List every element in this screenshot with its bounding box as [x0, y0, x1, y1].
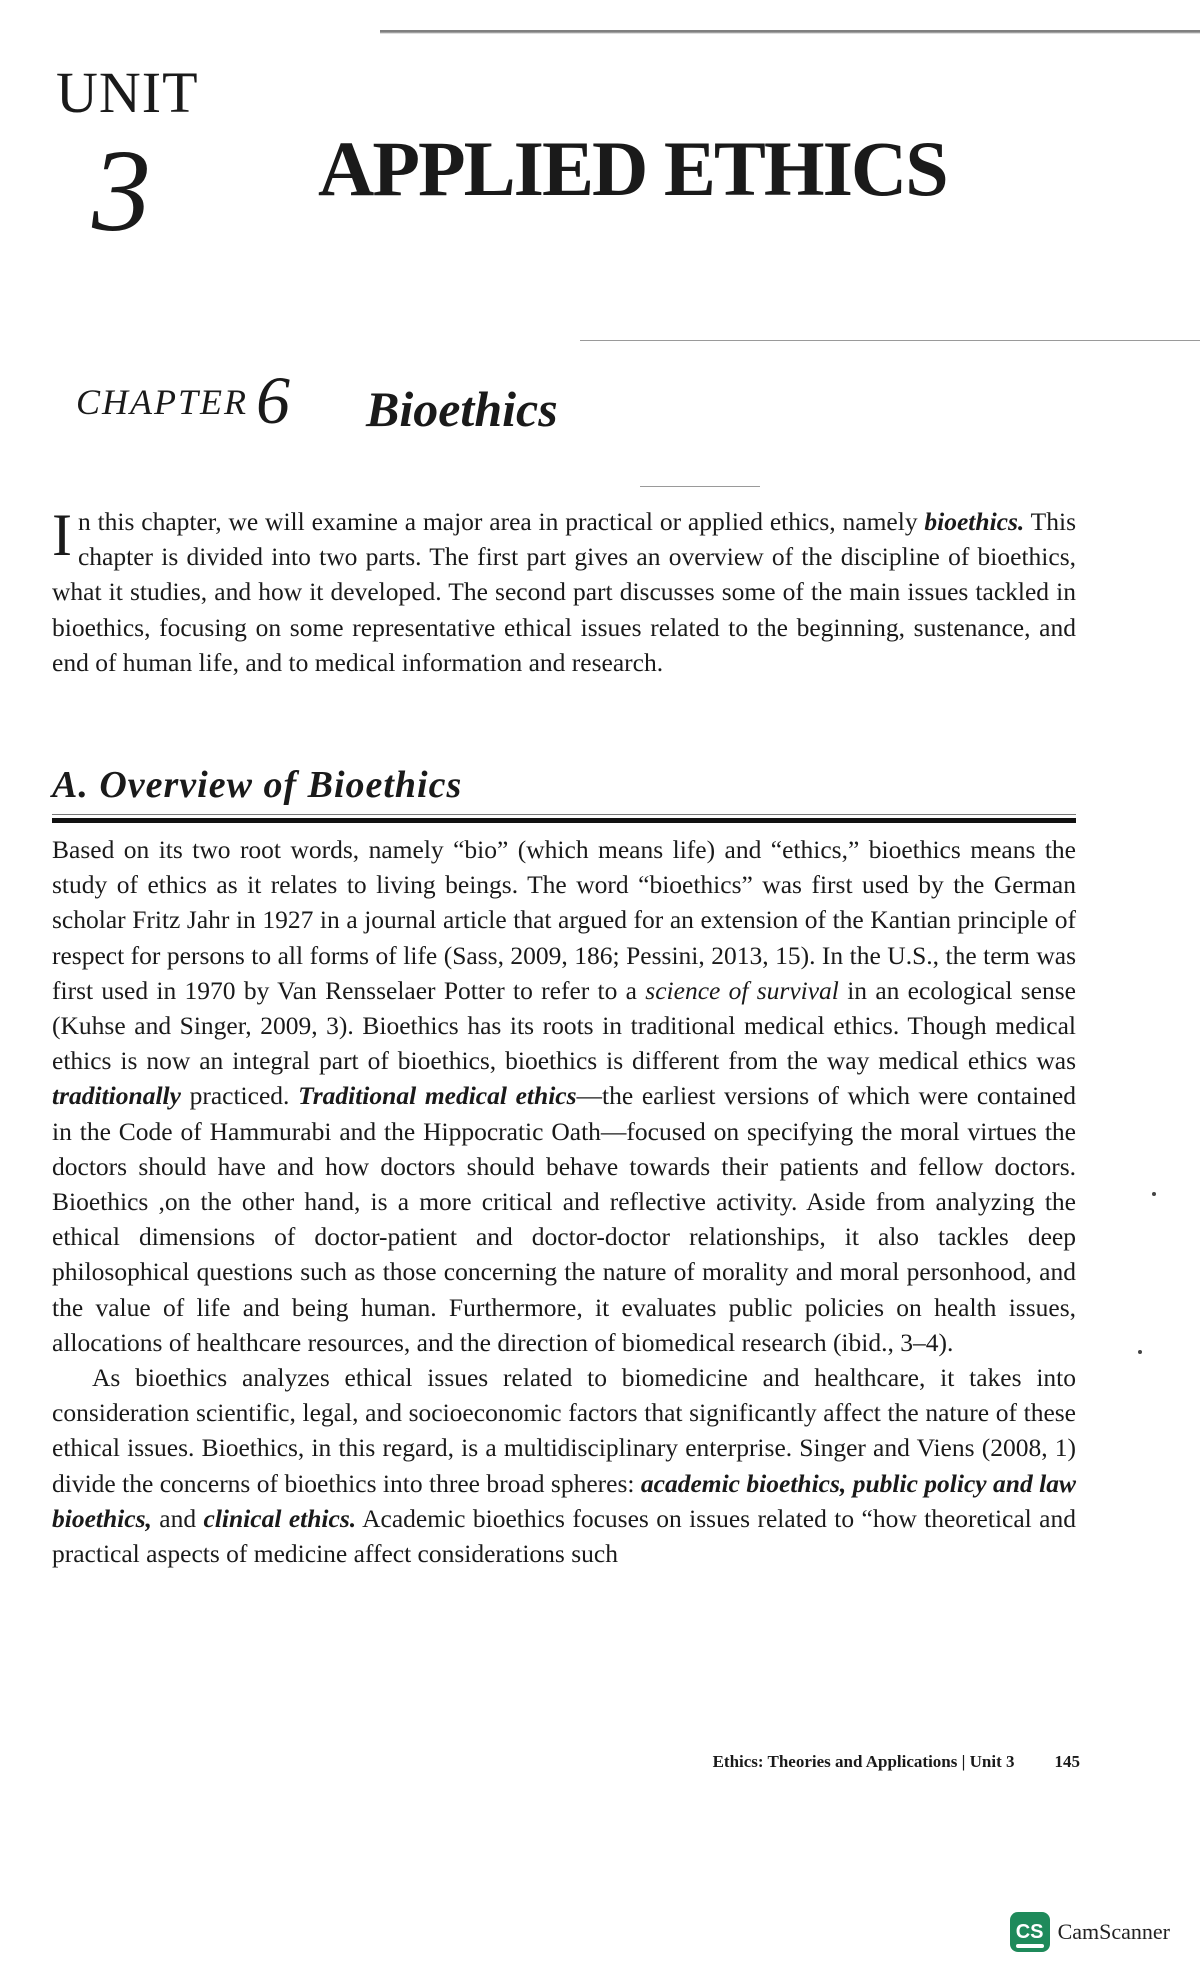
overview-paragraph — [52, 1360, 1076, 1571]
drop-cap: I — [52, 502, 72, 568]
body-text: As bioethics analyzes ethical issues related to biomedicine and healthcare, it takes into consideration scientific, legal, and socioeconomic factors that significantly affect the nature of these ethical issues. Bioethics, in this regard, is a multidisciplinary enterprise. Singer and Viens (2008, 1) divide the concerns of bioethics into three broad spheres: — [52, 1363, 1076, 1498]
camscanner-watermark — [1010, 1912, 1170, 1952]
section-divider-thin — [52, 814, 1076, 815]
emphasis-text: academic bioethics, public policy and law bioethics, — [52, 1468, 1076, 1533]
overview-body — [52, 832, 1076, 1571]
page-number: 145 — [1054, 1752, 1080, 1771]
unit-label: UNIT — [56, 60, 199, 125]
emphasis-text: science of survival — [645, 975, 839, 1005]
emphasis-text: traditionally — [52, 1081, 181, 1111]
unit-title: APPLIED ETHICS — [318, 125, 947, 212]
faint-rule — [580, 340, 1200, 341]
unit-number: 3 — [92, 125, 151, 256]
section-heading: A. Overview of Bioethics — [52, 764, 463, 806]
body-text: practiced. — [180, 1081, 299, 1111]
page-footer — [713, 1752, 1080, 1772]
scan-speck — [1138, 1350, 1142, 1354]
camscanner-logo-icon: CS — [1010, 1912, 1050, 1952]
intro-term: bioethics. — [924, 507, 1025, 536]
emphasis-text: Traditional medical ethics — [298, 1081, 577, 1111]
body-text: and — [151, 1503, 204, 1533]
body-text: —the earliest versions of which were contained in the Code of Hammurabi and the Hippocratic Oath—focused on specifying the moral virtues the doctors should have and how doctors should behave towards their patients and fellow doctors. Bioethics ,on the other hand, is a more critical and reflective activity. Aside from analyzing the ethical dimensions of doctor-patient and doctor-doctor relationships, it also tackles deep philosophical questions such as those concerning the nature of morality and moral personhood, and the value of life and being human. Furthermore, it evaluates public policies on health issues, allocations of healthcare resources, and the direction of biomedical research (ibid., 3–4). — [52, 1081, 1076, 1357]
overview-paragraph — [52, 832, 1076, 1360]
footer-book-title: Ethics: Theories and Applications | Unit 3 — [712, 1752, 1015, 1771]
body-text: in an ecological sense (Kuhse and Singer, 2009, 3). Bioethics has its roots in traditional medical ethics. Though medical ethics is now an integral part of bioethics, bioethics is different from the way medical ethics was — [52, 975, 1076, 1076]
chapter-label: CHAPTER — [76, 382, 248, 422]
intro-text: n this chapter, we will examine a major area in practical or applied ethics, namely — [77, 507, 925, 536]
intro-text: This chapter is divided into two parts. The first part gives an overview of the discipline of bioethics, what it studies, and how it developed. The second part discusses some of the main issues tackled in bioethics, focusing on some representative ethical issues related to the beginning, sustenance, and end of human life, and to medical information and research. — [52, 507, 1076, 677]
intro-paragraph — [52, 504, 1076, 680]
camscanner-label: CamScanner — [1057, 1919, 1170, 1944]
body-text: Based on its two root words, namely “bio” (which means life) and “ethics,” bioethics means the study of ethics as it relates to living beings. The word “bioethics” was first used by the German scholar Fritz Jahr in 1927 in a journal article that argued for an extension of the Kantian principle of respect for persons to all forms of life (Sass, 2009, 186; Pessini, 2013, 15). In the U.S., the term was first used in 1970 by Van Rensselaer Potter to refer to a — [52, 835, 1076, 1005]
section-divider — [52, 818, 1076, 823]
body-text: Academic bioethics focuses on issues related to “how theoretical and practical aspects of medicine affect considerations such — [52, 1503, 1076, 1569]
scan-speck — [1152, 1192, 1156, 1196]
chapter-title: Bioethics — [366, 381, 558, 437]
scan-edge-shadow — [380, 30, 1200, 36]
emphasis-text: clinical ethics. — [203, 1503, 357, 1533]
chapter-number: 6 — [256, 362, 290, 438]
faint-rule — [640, 486, 760, 487]
